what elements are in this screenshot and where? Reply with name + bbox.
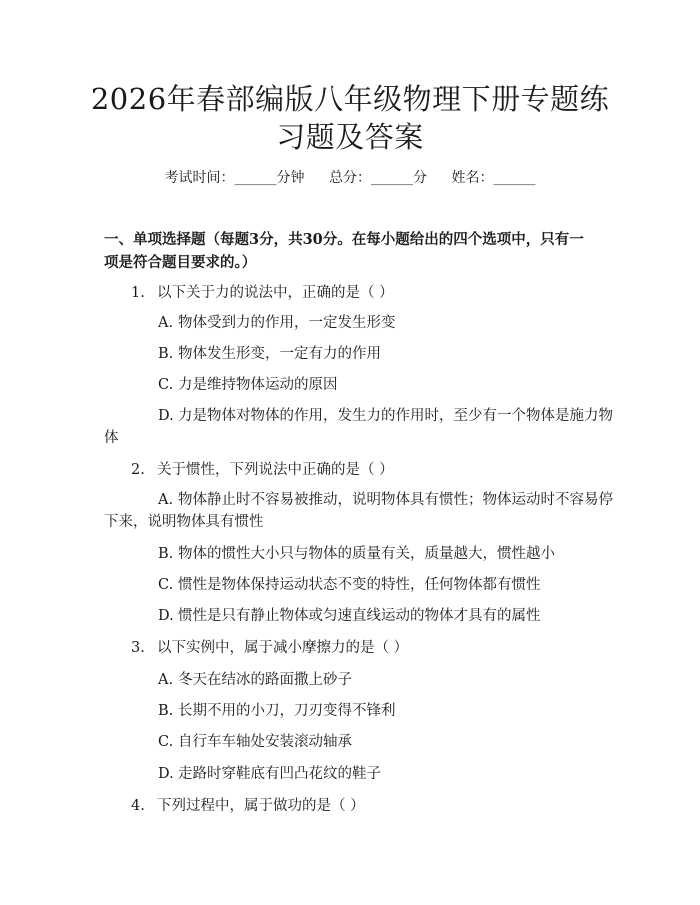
- option-item: [158, 313, 396, 333]
- option-continuation: 体: [104, 430, 119, 446]
- option-letter: D.: [158, 408, 174, 424]
- option-letter: D.: [158, 608, 174, 624]
- option-letter: A.: [158, 672, 174, 688]
- option-letter: D.: [158, 766, 174, 782]
- question-number: 3.: [131, 640, 145, 656]
- question-stem: [131, 283, 394, 303]
- option-text: 冬天在结冰的路面撒上砂子: [178, 672, 352, 688]
- question-number: 1.: [131, 285, 145, 301]
- option-item: [158, 764, 381, 784]
- option-text: 物体的惯性大小只与物体的质量有关，质量越大，惯性越小: [178, 546, 555, 562]
- option-continuation: 下来，说明物体具有惯性: [104, 514, 264, 530]
- question-stem: [131, 460, 394, 480]
- exam-meta: [0, 168, 700, 188]
- option-letter: B.: [158, 346, 174, 362]
- document-title: 2026年春部编版八年级物理下册专题练习题及答案: [90, 82, 610, 154]
- option-letter: B.: [158, 546, 174, 562]
- student-name-label: 姓名：______: [451, 170, 536, 186]
- option-item: [158, 670, 352, 690]
- option-letter: A.: [158, 315, 174, 331]
- question-text: 以下关于力的说法中，正确的是（ ）: [157, 285, 394, 301]
- question-text: 下列过程中，属于做功的是（ ）: [157, 798, 365, 814]
- option-item: [158, 701, 396, 721]
- total-score-label: 总分：______分: [329, 170, 427, 186]
- option-text: 物体受到力的作用，一定发生形变: [178, 315, 396, 331]
- option-text: 物体发生形变，一定有力的作用: [178, 346, 381, 362]
- option-text: 力是物体对物体的作用，发生力的作用时，至少有一个物体是施力物: [178, 408, 613, 424]
- option-letter: C.: [158, 577, 174, 593]
- question-stem: [131, 638, 408, 658]
- section-heading: 一、单项选择题（每题3分，共30分。在每小题给出的四个选项中，只有一项是符合题目要求的。）: [104, 231, 584, 271]
- option-letter: A.: [158, 492, 174, 508]
- option-letter: C.: [158, 734, 174, 750]
- question-stem: [131, 796, 365, 816]
- question-text: 关于惯性，下列说法中正确的是（ ）: [157, 462, 394, 478]
- option-item: [158, 606, 541, 626]
- option-item: [158, 375, 338, 395]
- option-text: 力是维持物体运动的原因: [178, 377, 338, 393]
- exam-time-label: 考试时间：______分钟: [164, 170, 305, 186]
- option-item: [158, 490, 613, 510]
- option-letter: B.: [158, 703, 174, 719]
- option-item: [158, 406, 613, 426]
- option-item: [158, 544, 555, 564]
- option-item: [158, 344, 381, 364]
- option-letter: C.: [158, 377, 174, 393]
- question-text: 以下实例中，属于减小摩擦力的是（ ）: [157, 640, 409, 656]
- option-text: 长期不用的小刀，刀刃变得不锋利: [178, 703, 396, 719]
- question-number: 2.: [131, 462, 145, 478]
- option-text: 物体静止时不容易被推动，说明物体具有惯性；物体运动时不容易停: [178, 492, 613, 508]
- question-number: 4.: [131, 798, 145, 814]
- option-text: 惯性是物体保持运动状态不变的特性，任何物体都有惯性: [178, 577, 541, 593]
- option-text: 惯性是只有静止物体或匀速直线运动的物体才具有的属性: [178, 608, 541, 624]
- option-item: [158, 575, 541, 595]
- option-text: 走路时穿鞋底有凹凸花纹的鞋子: [178, 766, 381, 782]
- option-item: [158, 732, 352, 752]
- option-text: 自行车车轴处安装滚动轴承: [178, 734, 352, 750]
